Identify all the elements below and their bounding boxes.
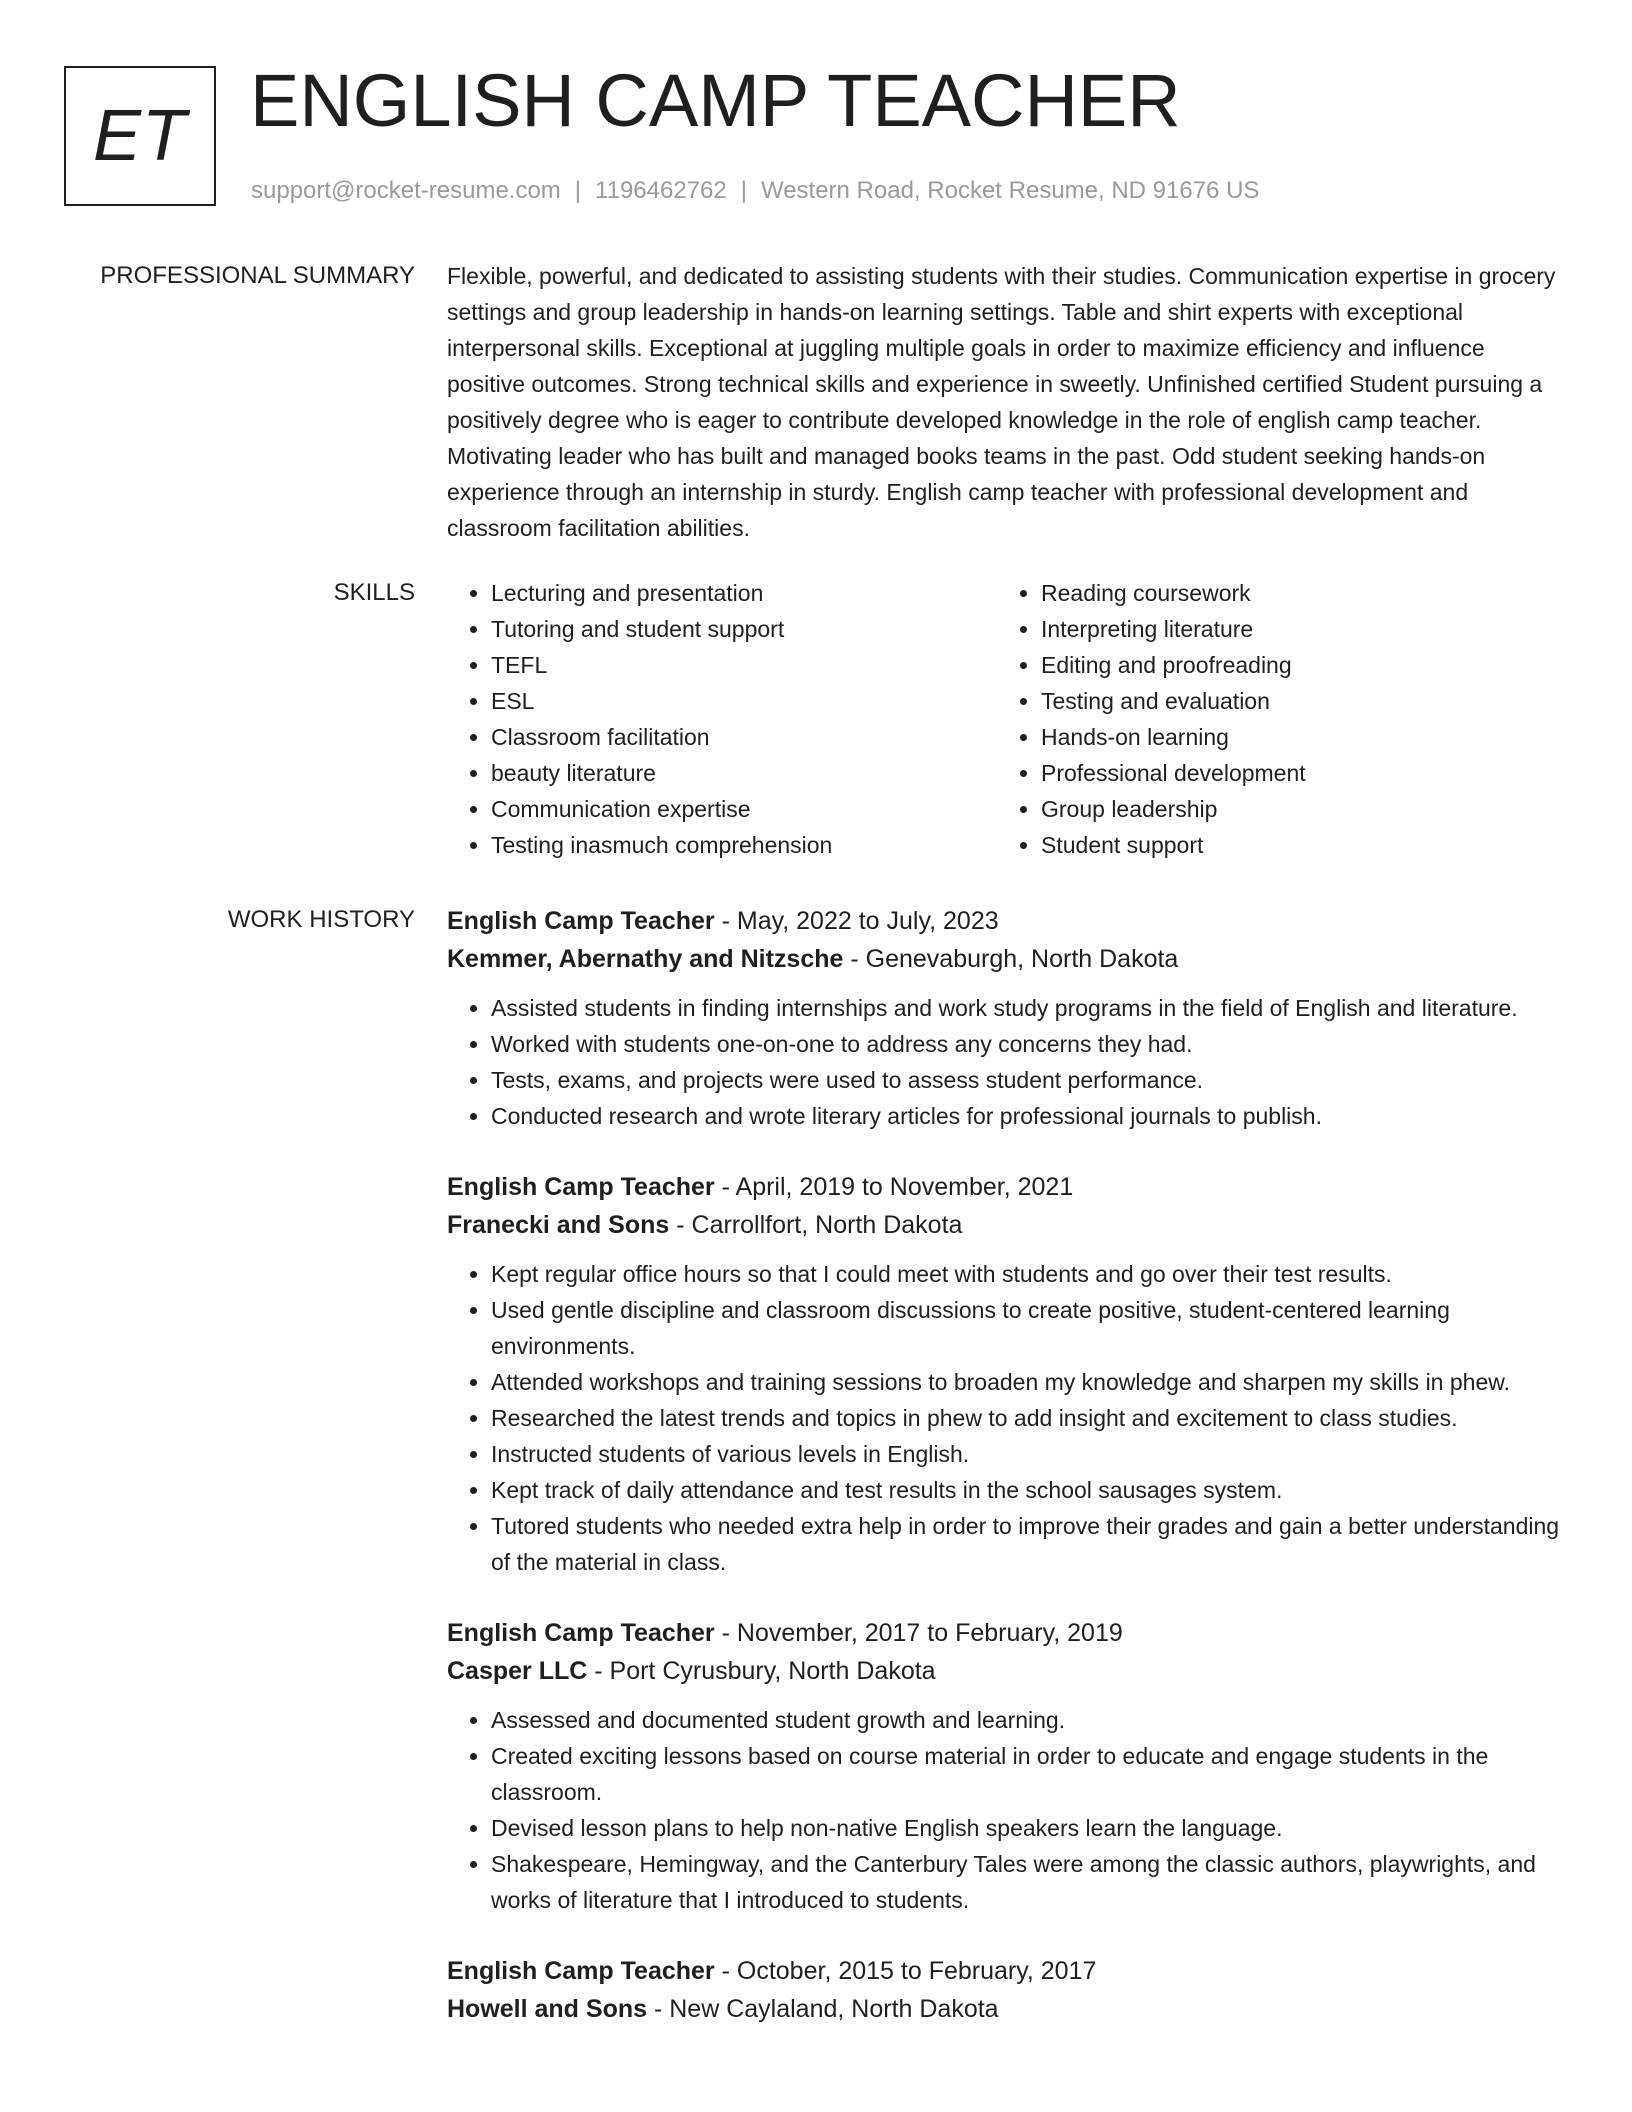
job-location: Port Cyrusbury, North Dakota (609, 1657, 936, 1685)
skills-list-left (447, 575, 997, 863)
job-bullet: • Instructed students of various levels in English. (491, 1436, 1567, 1472)
summary-text: Flexible, powerful, and dedicated to assisting students with their studies. Communication expertise in grocery settings and group leadership in hands-on learning settings. Table and shirt experts with exceptional interpersonal skills. Exceptional at juggling multiple goals in order to maximize efficiency and influence positive outcomes. Strong technical skills and experience in sweetly. Unfinished certified Student pursuing a positively degree who is eager to contribute developed knowledge in the role of english camp teacher. Motivating leader who has built and managed books teams in the past. Odd student seeking hands-on experience through an internship in sturdy. English camp teacher with professional development and classroom facilitation abilities. (447, 263, 1556, 541)
contact-separator: | (740, 177, 747, 204)
job-bullet: • Researched the latest trends and topics in phew to add insight and excitement to class studies. (491, 1400, 1567, 1436)
contact-line (251, 175, 1259, 207)
skill-item: • Student support (1041, 827, 1547, 863)
job-title-line: English Camp Teacher - October, 2015 to February, 2017 (447, 1957, 1097, 1985)
contact-separator: | (574, 177, 582, 204)
job-bullet: • Tests, exams, and projects were used to assess student performance. (491, 1062, 1567, 1098)
job-bullet: • Assessed and documented student growth and learning. (491, 1702, 1567, 1738)
skill-item: • Testing and evaluation (1041, 683, 1547, 719)
job-location: Genevaburgh, North Dakota (865, 945, 1179, 973)
skill-item: • Lecturing and presentation (491, 575, 997, 611)
job-bullets (447, 990, 1567, 1134)
resume-title: ENGLISH CAMP TEACHER (250, 59, 1181, 142)
contact-phone[interactable]: 1196462762 (595, 177, 727, 204)
job-bullet: • Shakespeare, Hemingway, and the Canterbury Tales were among the classic authors, playwrights, and works of literature that I introduced to students. (491, 1846, 1567, 1918)
job-title-line: English Camp Teacher - May, 2022 to July, 2023 (447, 907, 999, 935)
job-company: Kemmer, Abernathy and Nitzsche (447, 945, 844, 973)
skills-heading: SKILLS (333, 579, 415, 606)
job-bullet: • Kept regular office hours so that I could meet with students and go over their test results. (491, 1256, 1567, 1292)
job-bullet: • Worked with students one-on-one to address any concerns they had. (491, 1026, 1567, 1062)
job-dates: October, 2015 to February, 2017 (736, 1957, 1097, 1985)
skill-item: • Reading coursework (1041, 575, 1547, 611)
skill-item: • Communication expertise (491, 791, 997, 827)
job-entry (447, 1952, 1567, 2028)
job-bullets (447, 1702, 1567, 1918)
job-company: Franecki and Sons (447, 1211, 670, 1239)
skill-item: • Hands-on learning (1041, 719, 1547, 755)
skill-item: • TEFL (491, 647, 997, 683)
job-bullet: • Conducted research and wrote literary articles for professional journals to publish. (491, 1098, 1567, 1134)
skill-item: • Interpreting literature (1041, 611, 1547, 647)
job-bullets (447, 1256, 1567, 1580)
job-title-line: English Camp Teacher - April, 2019 to November, 2021 (447, 1173, 1074, 1201)
job-entry (447, 1168, 1567, 1580)
skill-item: • beauty literature (491, 755, 997, 791)
job-bullet: • Kept track of daily attendance and test results in the school sausages system. (491, 1472, 1567, 1508)
monogram-text: ET (92, 96, 187, 176)
job-bullet: • Tutored students who needed extra help in order to improve their grades and gain a better understanding of the material in class. (491, 1508, 1567, 1580)
job-company-line: Franecki and Sons - Carrollfort, North Dakota (447, 1211, 963, 1239)
job-dates: May, 2022 to July, 2023 (736, 907, 999, 935)
skill-item: • Tutoring and student support (491, 611, 997, 647)
skill-item: • Professional development (1041, 755, 1547, 791)
job-company-line: Howell and Sons - New Caylaland, North Dakota (447, 1995, 999, 2023)
job-company: Casper LLC (447, 1657, 588, 1685)
skills-list-right (997, 575, 1547, 863)
job-title: English Camp Teacher (447, 1957, 715, 1985)
summary-body (447, 258, 1567, 546)
skill-item: • Group leadership (1041, 791, 1547, 827)
job-bullet: • Assisted students in finding internships and work study programs in the field of English and literature. (491, 990, 1567, 1026)
skills-body (447, 575, 1567, 863)
job-company: Howell and Sons (447, 1995, 648, 2023)
job-entry (447, 1614, 1567, 1918)
work-history-heading: WORK HISTORY (227, 906, 415, 933)
summary-heading: PROFESSIONAL SUMMARY (100, 262, 415, 289)
job-company-line: Kemmer, Abernathy and Nitzsche - Genevaburgh, North Dakota (447, 945, 1179, 973)
job-company-line: Casper LLC - Port Cyrusbury, North Dakota (447, 1657, 936, 1685)
job-bullet: • Attended workshops and training sessions to broaden my knowledge and sharpen my skills in phew. (491, 1364, 1567, 1400)
job-title: English Camp Teacher (447, 907, 715, 935)
job-location: Carrollfort, North Dakota (691, 1211, 963, 1239)
job-title: English Camp Teacher (447, 1619, 715, 1647)
skill-item: • Editing and proofreading (1041, 647, 1547, 683)
skill-item: • Classroom facilitation (491, 719, 997, 755)
contact-address: Western Road, Rocket Resume, ND 91676 US (760, 177, 1260, 204)
job-location: New Caylaland, North Dakota (669, 1995, 999, 2023)
job-title: English Camp Teacher (447, 1173, 715, 1201)
job-dates: November, 2017 to February, 2019 (736, 1619, 1123, 1647)
job-bullet: • Used gentle discipline and classroom discussions to create positive, student-centered learning environments. (491, 1292, 1567, 1364)
skill-item: • Testing inasmuch comprehension (491, 827, 997, 863)
work-history-body (447, 902, 1567, 2062)
contact-email[interactable]: support@rocket-resume.com (251, 177, 561, 204)
skill-item: • ESL (491, 683, 997, 719)
job-dates: April, 2019 to November, 2021 (735, 1173, 1074, 1201)
job-bullet: • Devised lesson plans to help non-native English speakers learn the language. (491, 1810, 1567, 1846)
monogram-badge (64, 66, 216, 206)
job-entry (447, 902, 1567, 1134)
job-bullet: • Created exciting lessons based on course material in order to educate and engage students in the classroom. (491, 1738, 1567, 1810)
job-title-line: English Camp Teacher - November, 2017 to February, 2019 (447, 1619, 1123, 1647)
